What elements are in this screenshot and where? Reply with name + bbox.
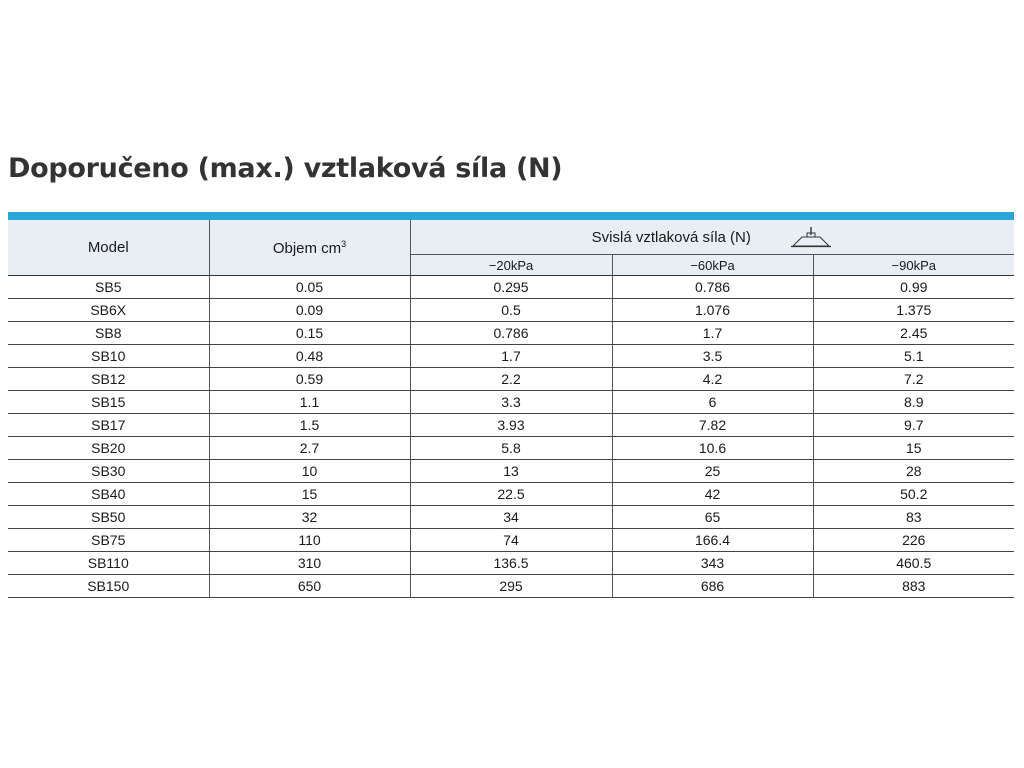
cell-force-60: 10.6 (612, 437, 813, 460)
table-row (8, 322, 1014, 345)
cell-model: SB75 (8, 529, 209, 552)
accent-bar (8, 212, 1014, 220)
cell-force-60: 166.4 (612, 529, 813, 552)
cell-force-90: 2.45 (813, 322, 1014, 345)
cell-force-90: 83 (813, 506, 1014, 529)
cell-model: SB50 (8, 506, 209, 529)
header-volume-label: Objem cm (272, 239, 342, 257)
cell-force-60: 25 (612, 460, 813, 483)
cell-force-90: 8.9 (813, 391, 1014, 414)
cell-force-60: 42 (612, 483, 813, 506)
cell-volume: 0.09 (209, 299, 410, 322)
cell-volume: 0.48 (209, 345, 410, 368)
cell-force-90: 1.375 (813, 299, 1014, 322)
cell-force-90: 883 (813, 575, 1014, 598)
cell-force-20: 74 (410, 529, 612, 552)
cell-force-90: 15 (813, 437, 1014, 460)
cell-volume: 15 (209, 483, 410, 506)
header-volume (209, 220, 410, 276)
table-row (8, 437, 1014, 460)
table-row (8, 368, 1014, 391)
cell-volume: 32 (209, 506, 410, 529)
cell-volume: 110 (209, 529, 410, 552)
header-pressure-20: −20kPa (410, 255, 612, 276)
cell-force-60: 686 (612, 575, 813, 598)
cell-volume: 2.7 (209, 437, 410, 460)
cell-force-20: 136.5 (410, 552, 612, 575)
cell-force-90: 28 (813, 460, 1014, 483)
cell-model: SB30 (8, 460, 209, 483)
table-row (8, 391, 1014, 414)
cell-force-60: 0.786 (612, 276, 813, 299)
cell-force-90: 460.5 (813, 552, 1014, 575)
table-row (8, 345, 1014, 368)
force-table (8, 220, 1014, 598)
cell-force-20: 3.93 (410, 414, 612, 437)
cell-model: SB15 (8, 391, 209, 414)
cell-force-60: 65 (612, 506, 813, 529)
cell-volume: 1.5 (209, 414, 410, 437)
cell-force-90: 9.7 (813, 414, 1014, 437)
table-row (8, 414, 1014, 437)
cell-model: SB8 (8, 322, 209, 345)
cell-force-90: 5.1 (813, 345, 1014, 368)
cell-model: SB6X (8, 299, 209, 322)
cell-model: SB40 (8, 483, 209, 506)
cell-force-90: 50.2 (813, 483, 1014, 506)
cell-force-60: 3.5 (612, 345, 813, 368)
header-pressure-90: −90kPa (813, 255, 1014, 276)
cell-force-60: 343 (612, 552, 813, 575)
cell-force-20: 13 (410, 460, 612, 483)
cell-volume: 10 (209, 460, 410, 483)
table-body (8, 276, 1014, 598)
cell-model: SB10 (8, 345, 209, 368)
cell-force-20: 5.8 (410, 437, 612, 460)
header-volume-superscript: 3 (341, 238, 347, 249)
cell-model: SB17 (8, 414, 209, 437)
cell-force-90: 7.2 (813, 368, 1014, 391)
table-row (8, 506, 1014, 529)
cell-volume: 0.59 (209, 368, 410, 391)
cell-force-20: 22.5 (410, 483, 612, 506)
header-vertical-force-label: Svislá vztlaková síla (N) (591, 228, 751, 246)
table-row (8, 552, 1014, 575)
table-row (8, 276, 1014, 299)
table-row (8, 529, 1014, 552)
cell-model: SB20 (8, 437, 209, 460)
cell-model: SB12 (8, 368, 209, 391)
table-header (8, 220, 1014, 276)
table-row (8, 299, 1014, 322)
cell-force-90: 0.99 (813, 276, 1014, 299)
cell-model: SB150 (8, 575, 209, 598)
header-pressure-60: −60kPa (612, 255, 813, 276)
cell-force-60: 1.076 (612, 299, 813, 322)
suction-cup-icon (789, 226, 833, 248)
cell-force-20: 34 (410, 506, 612, 529)
cell-model: SB5 (8, 276, 209, 299)
cell-force-20: 3.3 (410, 391, 612, 414)
header-model: Model (8, 220, 209, 276)
cell-force-20: 295 (410, 575, 612, 598)
cell-force-20: 0.5 (410, 299, 612, 322)
cell-volume: 0.15 (209, 322, 410, 345)
cell-force-90: 226 (813, 529, 1014, 552)
table-row (8, 483, 1014, 506)
cell-volume: 1.1 (209, 391, 410, 414)
cell-force-20: 1.7 (410, 345, 612, 368)
cell-volume: 0.05 (209, 276, 410, 299)
cell-model: SB110 (8, 552, 209, 575)
table-row (8, 575, 1014, 598)
cell-volume: 310 (209, 552, 410, 575)
cell-force-60: 6 (612, 391, 813, 414)
cell-force-60: 7.82 (612, 414, 813, 437)
cell-force-60: 4.2 (612, 368, 813, 391)
table-row (8, 460, 1014, 483)
page-title: Doporučeno (max.) vztlaková síla (N) (8, 153, 563, 184)
cell-force-60: 1.7 (612, 322, 813, 345)
cell-force-20: 0.786 (410, 322, 612, 345)
cell-force-20: 0.295 (410, 276, 612, 299)
cell-force-20: 2.2 (410, 368, 612, 391)
header-vertical-force (410, 220, 1014, 255)
cell-volume: 650 (209, 575, 410, 598)
